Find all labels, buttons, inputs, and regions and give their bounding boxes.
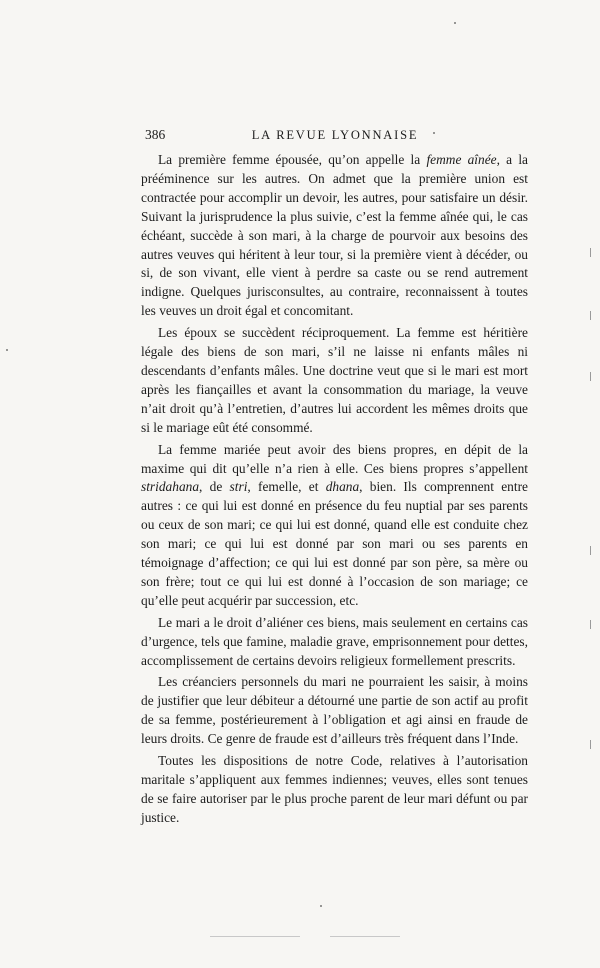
paragraph bbox=[141, 441, 528, 611]
text-run: , femelle, et bbox=[247, 479, 326, 495]
body-text bbox=[141, 151, 528, 831]
bottom-scan-edge bbox=[210, 936, 300, 937]
italic-term: stri bbox=[229, 479, 248, 495]
paragraph bbox=[141, 673, 528, 749]
text-run: La femme mariée peut avoir des biens propres, en dépit de la maxime qui dit qu’elle n’a rien à elle. Ces biens propres s’appellent bbox=[141, 441, 528, 476]
italic-term: femme aînée bbox=[426, 152, 497, 167]
paragraph bbox=[141, 151, 528, 321]
text-run: , bien. Ils comprennent entre autres : ce qui lui est donné en présence du feu nuptial par ses parents ou ceux de son mari; ce qui lui est donné, quand elle est conduite chez son mari; ce qui lui est donné par son mari ou ses parents en témoignage d’affection; ce qui lui est donné par son père, sa mère ou son frère; tout ce qui lui est donné à l’occasion de son mariage; ce qu’elle peut acquérir par succession, etc. bbox=[141, 479, 528, 608]
bottom-scan-edge bbox=[330, 936, 400, 937]
text-run: , de bbox=[199, 479, 230, 495]
margin-mark bbox=[590, 546, 591, 555]
margin-mark bbox=[590, 372, 591, 381]
page-header bbox=[145, 127, 525, 147]
italic-term: dhana bbox=[325, 479, 360, 495]
text-run: Les époux se succèdent réciproquement. La femme est héritière légale des biens de son mari, s’il ne laisse ni enfants mâles ni descendants d’enfants mâles. Une doctrine veut que si le mari est mort après les fiançailles et avant la consommation du mariage, la veuve n’ait droit qu’à l’entretien, d’autres lui accordent les mêmes droits que si le mariage eût été consommé. bbox=[141, 325, 528, 435]
margin-mark bbox=[590, 740, 591, 749]
text-run: Les créanciers personnels du mari ne pourraient les saisir, à moins de justifier que leur débiteur a détourné une partie de son actif au profit de sa femme, postérieurement à l’obligation et agi ainsi en fraude de leurs droits. Ce genre de fraude est d’ailleurs très fréquent dans l’Inde. bbox=[141, 674, 528, 747]
margin-mark bbox=[590, 311, 591, 320]
italic-term: stridahana bbox=[141, 479, 200, 495]
speck bbox=[454, 22, 456, 24]
page-number: 386 bbox=[145, 127, 166, 142]
paragraph bbox=[141, 752, 528, 828]
text-run: Le mari a le droit d’aliéner ces biens, mais seulement en certains cas d’urgence, tels que famine, maladie grave, emprisonnement pour dettes, accomplissement de certains devoirs religieux formellement prescrits. bbox=[141, 614, 528, 668]
speck bbox=[320, 905, 322, 907]
text-run: Toutes les dispositions de notre Code, relatives à l’autorisation maritale s’appliquent aux femmes indiennes; veuves, elles sont tenues de se faire autoriser par le plus proche parent de leur mari défunt ou par justice. bbox=[141, 753, 528, 825]
running-title: LA REVUE LYONNAISE bbox=[251, 128, 419, 142]
paragraph bbox=[141, 324, 528, 437]
speck bbox=[6, 349, 8, 351]
text-run: , a la prééminence sur les autres. On admet que la première union est contractée pour accomplir un devoir, les autres, pour satisfaire un désir. Suivant la jurisprudence la plus suivie, c’est la femme aînée qui, le cas échéant, succède à son mari, à la charge de pourvoir aux besoins des autres veuves qui héritent à leur tour, si la première vient à décéder, ou si, de son vivant, elle vient à perdre sa caste ou se rend autrement indigne. Quelques jurisconsultes, au contraire, reconnaissent à toutes les veuves un droit égal et concomitant. bbox=[141, 152, 528, 319]
speck bbox=[433, 132, 435, 134]
margin-mark bbox=[590, 248, 591, 257]
margin-mark bbox=[590, 620, 591, 629]
paragraph bbox=[141, 614, 528, 671]
text-run: La première femme épousée, qu’on appelle la bbox=[158, 152, 427, 167]
